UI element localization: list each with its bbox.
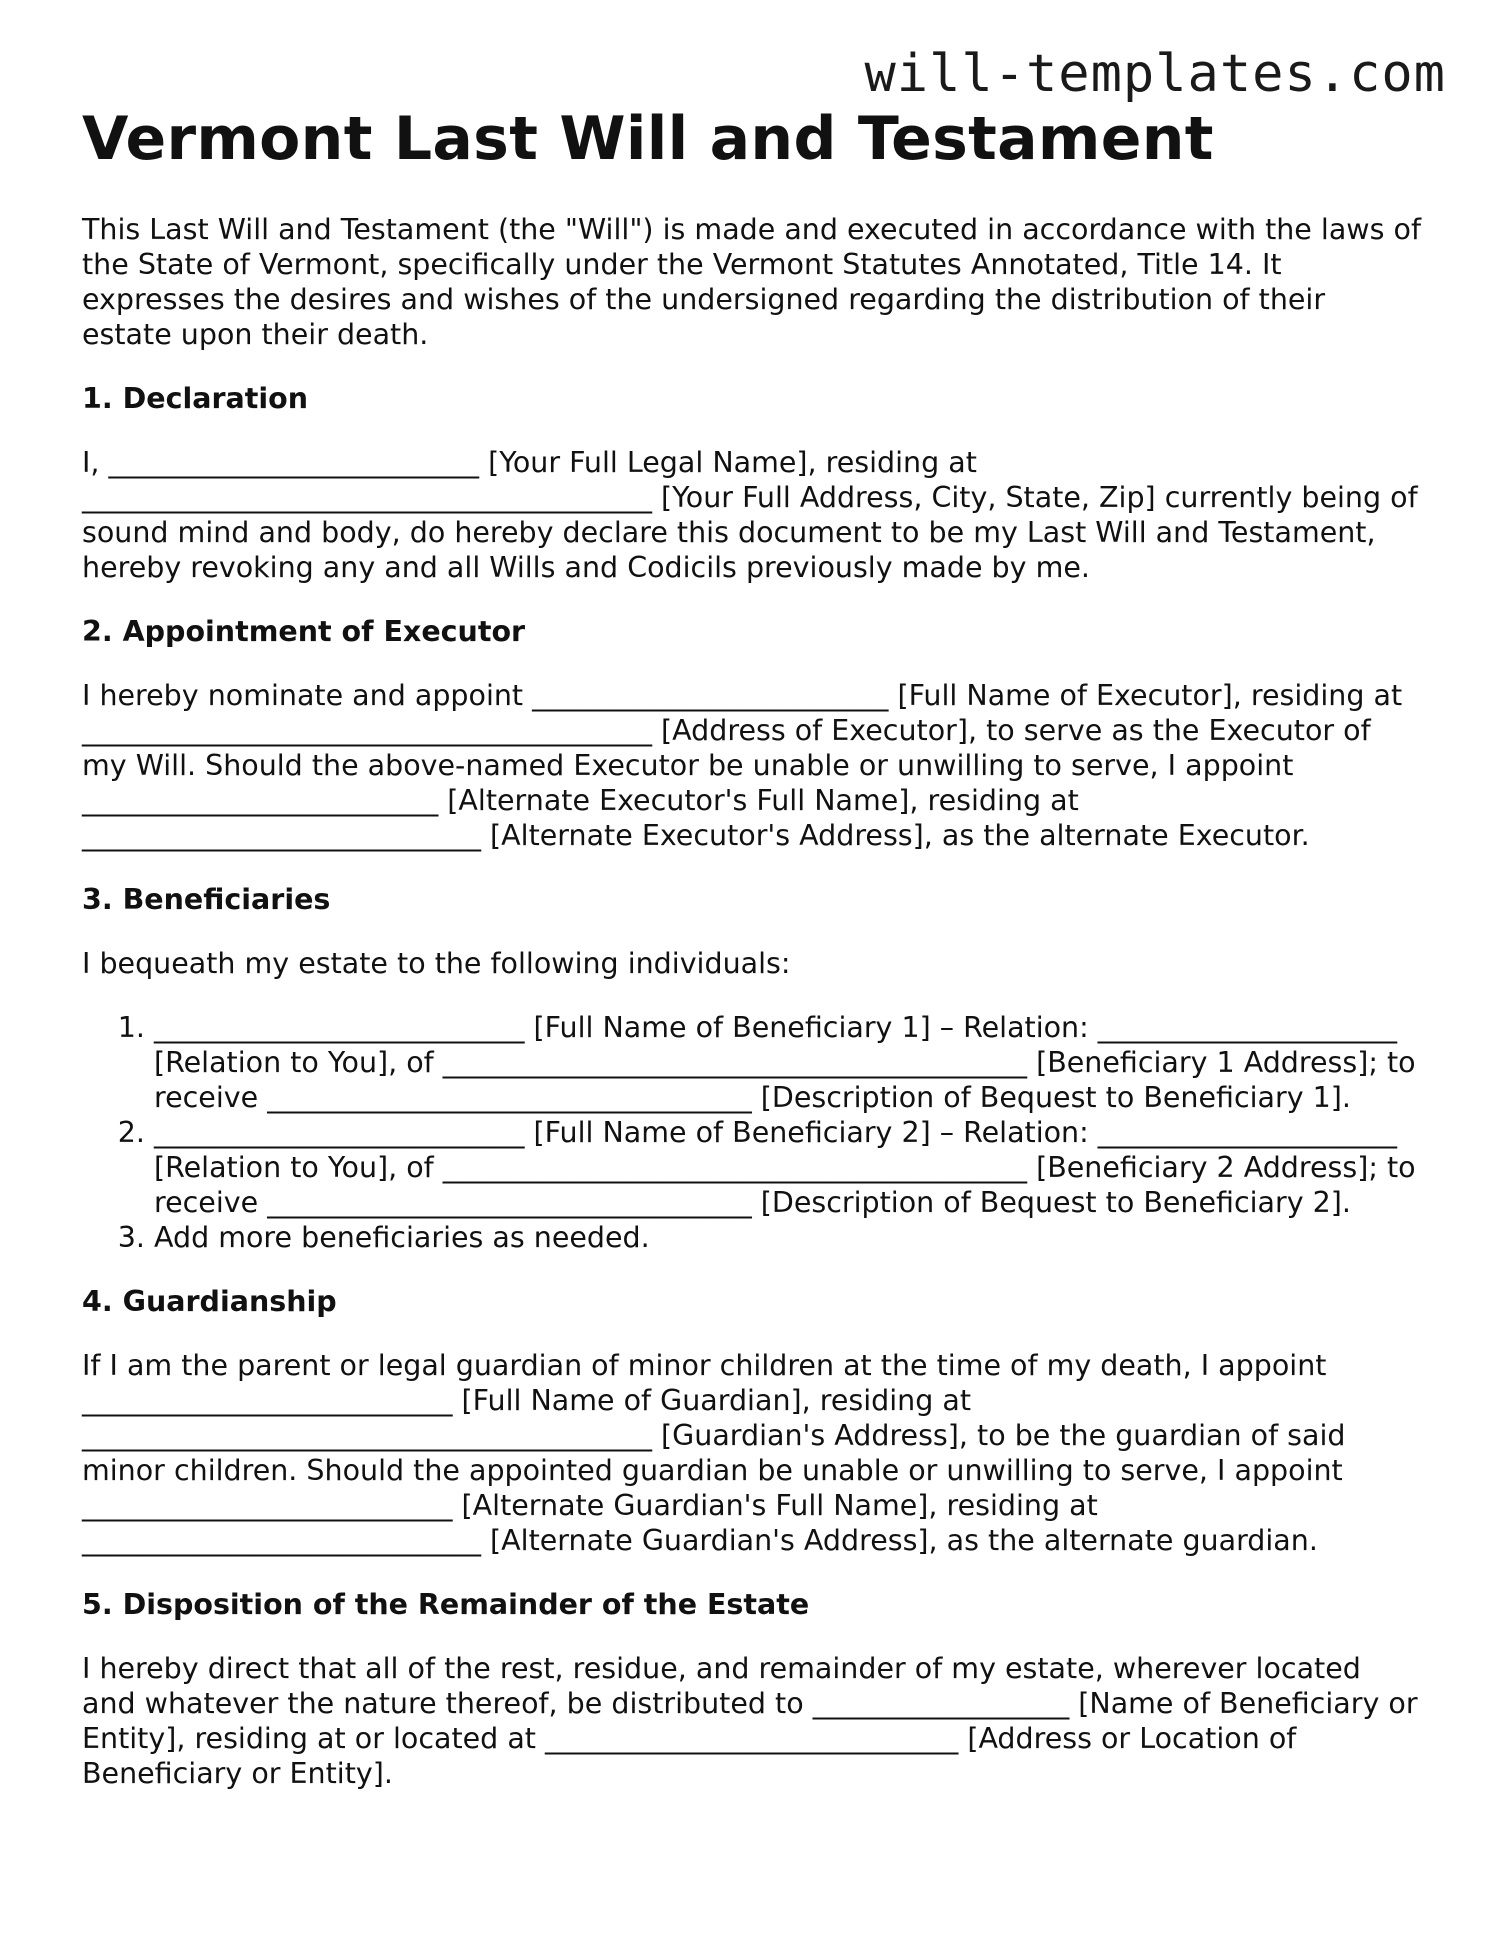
- section-intro-beneficiaries: I bequeath my estate to the following individuals:: [82, 947, 791, 980]
- document-body: [82, 212, 1422, 1820]
- site-watermark: will-templates.com: [864, 44, 1446, 104]
- section-heading-beneficiaries: 3. Beneficiaries: [82, 883, 331, 916]
- intro-paragraph: This Last Will and Testament (the "Will") is made and executed in accordance with the laws of the State of Vermont, specifically under the Vermont Statutes Annotated, Title 14. It expresses the desires and wishes of the undersigned regarding the distribution of their estate upon their death.: [82, 213, 1421, 351]
- section-heading-guardianship: 4. Guardianship: [82, 1285, 337, 1318]
- list-item: 1. __________________________ [Full Name of Beneficiary 1] – Relation: _____________________ [Relation to You], of _________________________________________ [Beneficiary 1 Address]; to receive __________________________________ [Description of Bequest to Beneficiary 1].: [154, 1010, 1422, 1115]
- section-body-guardianship: If I am the parent or legal guardian of minor children at the time of my death, I appoint __________________________ [Full Name of Guardian], residing at ________________________________________ [Guardian's Address], to be the guardian of said minor children. Should the appointed guardian be unable or unwilling to serve, I appoint __________________________ [Alternate Guardian's Full Name], residing at ____________________________ [Alternate Guardian's Address], as the alternate guardian.: [82, 1349, 1346, 1557]
- list-item: 3. Add more beneficiaries as needed.: [154, 1220, 1422, 1255]
- section-body-executor: I hereby nominate and appoint _________________________ [Full Name of Executor], residing at ________________________________________ [Address of Executor], to serve as the Executor of my Will. Should the above-named Executor be unable or unwilling to serve, I appoint _________________________ [Alternate Executor's Full Name], residing at ____________________________ [Alternate Executor's Address], as the alternate Executor.: [82, 679, 1403, 852]
- section-heading-executor: 2. Appointment of Executor: [82, 615, 526, 648]
- section-heading-declaration: 1. Declaration: [82, 382, 309, 415]
- document-title: Vermont Last Will and Testament: [82, 104, 1214, 174]
- list-item: 2. __________________________ [Full Name of Beneficiary 2] – Relation: _____________________ [Relation to You], of _________________________________________ [Beneficiary 2 Address]; to receive __________________________________ [Description of Bequest to Beneficiary 2].: [154, 1115, 1422, 1220]
- beneficiary-list: [82, 1010, 1422, 1255]
- section-body-declaration: I, __________________________ [Your Full Legal Name], residing at ________________________________________ [Your Full Address, City, State, Zip] currently being of sound mind and body, do hereby declare this document to be my Last Will and Testament, hereby revoking any and all Wills and Codicils previously made by me.: [82, 446, 1418, 584]
- section-body-remainder: I hereby direct that all of the rest, residue, and remainder of my estate, wherever located and whatever the nature thereof, be distributed to __________________ [Name of Beneficiary or Entity], residing at or located at _____________________________ [Address or Location of Beneficiary or Entity].: [82, 1652, 1418, 1790]
- section-heading-remainder: 5. Disposition of the Remainder of the Estate: [82, 1588, 810, 1621]
